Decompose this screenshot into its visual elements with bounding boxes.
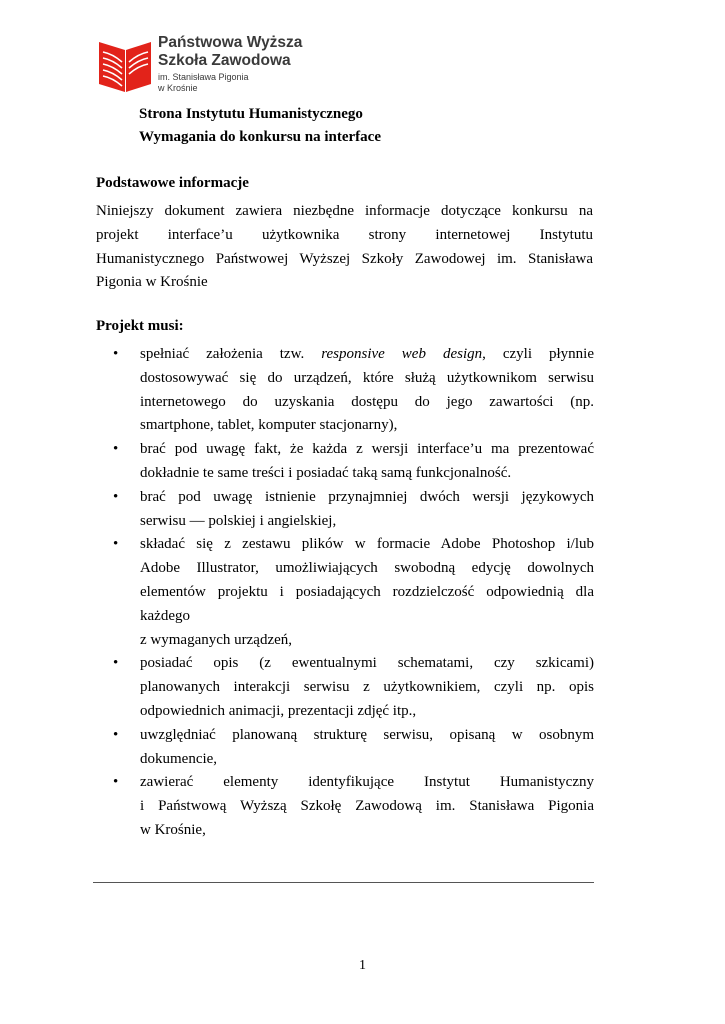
item-line: brać pod uwagę istnienie przynajmniej dwóch wersji językowych xyxy=(140,488,594,505)
line-text: spełniać założenia tzw. xyxy=(140,346,322,362)
item-line: Adobe Illustrator, umożliwiających swobodną edycję dowolnych xyxy=(140,560,594,577)
book-logo-icon xyxy=(95,38,153,94)
paragraph-line: Niniejszy dokument zawiera niezbędne informacje dotyczące konkursu na xyxy=(96,203,593,219)
item-line: z wymaganych urządzeń, xyxy=(140,631,293,648)
bullet-mark: • xyxy=(113,488,119,505)
logo-wordmark xyxy=(158,34,302,94)
requirement-item xyxy=(0,486,594,534)
document-title: Strona Instytutu Humanistycznego xyxy=(139,106,363,122)
bullet-mark: • xyxy=(113,726,119,743)
page-number: 1 xyxy=(359,958,366,973)
item-line xyxy=(140,343,594,367)
requirement-item xyxy=(0,771,594,842)
bullet-mark: • xyxy=(113,536,119,553)
paragraph-line: Pigonia w Krośnie xyxy=(96,274,208,291)
bullet-mark: • xyxy=(113,441,119,458)
line-text: , czyli płynnie xyxy=(482,346,594,362)
item-line: i Państwową Wyższą Szkołę Zawodową im. Stanisława Pigonia xyxy=(140,798,594,815)
emphasis-text: responsive web design xyxy=(321,346,483,362)
requirement-item xyxy=(0,724,594,772)
section-title-project: Projekt musi: xyxy=(96,318,184,334)
footer-divider xyxy=(93,882,594,883)
item-line: serwisu — polskiej i angielskiej, xyxy=(140,512,337,529)
item-line: elementów projektu i posiadających rozdzielczość odpowiednią dla xyxy=(140,583,594,600)
basic-info-paragraph xyxy=(96,199,593,294)
item-line: składać się z zestawu plików w formacie Adobe Photoshop i/lub xyxy=(140,536,594,553)
requirement-item xyxy=(0,533,594,652)
bullet-mark: • xyxy=(113,774,119,791)
item-line: brać pod uwagę fakt, że każda z wersji interface’u ma prezentować xyxy=(140,441,594,458)
item-line: odpowiednich animacji, prezentacji zdjęć itp., xyxy=(140,702,417,719)
paragraph-line: Humanistycznego Państwowej Wyższej Szkoły Zawodowej im. Stanisława xyxy=(96,250,593,267)
logo-line-4: w Krośnie xyxy=(158,83,198,93)
bullet-mark: • xyxy=(113,346,119,362)
item-line: posiadać opis (z ewentualnymi schematami, czy szkicami) xyxy=(140,655,594,672)
item-line: zawierać elementy identyfikujące Instytut Humanistyczny xyxy=(140,774,594,791)
requirement-item xyxy=(0,343,594,438)
institution-logo xyxy=(95,34,325,98)
item-line: dokumencie, xyxy=(140,750,218,767)
item-line: każdego xyxy=(140,607,190,624)
item-line: w Krośnie, xyxy=(140,821,206,838)
item-line: internetowego do uzyskania dostępu do jego zawartości (np. xyxy=(140,393,594,410)
logo-line-2: Szkoła Zawodowa xyxy=(158,52,291,69)
section-title-basic-info: Podstawowe informacje xyxy=(96,175,249,191)
paragraph-line: projekt interface’u użytkownika strony internetowej Instytutu xyxy=(96,226,593,243)
document-subtitle: Wymagania do konkursu na interface xyxy=(139,129,381,145)
requirements-list xyxy=(0,343,594,843)
item-line: dokładnie te same treści i posiadać taką samą funkcjonalność. xyxy=(140,464,512,481)
item-line: uwzględniać planowaną strukturę serwisu, opisaną w osobnym xyxy=(140,726,594,743)
item-line: smartphone, tablet, komputer stacjonarny), xyxy=(140,417,398,434)
item-line: dostosowywać się do urządzeń, które służą użytkownikom serwisu xyxy=(140,369,594,386)
logo-line-3: im. Stanisława Pigonia xyxy=(158,72,249,82)
requirement-item xyxy=(0,652,594,723)
requirement-item xyxy=(0,438,594,486)
bullet-mark: • xyxy=(113,655,119,672)
logo-line-1: Państwowa Wyższa xyxy=(158,34,303,51)
item-line: planowanych interakcji serwisu z użytkownikiem, czyli np. opis xyxy=(140,679,594,696)
